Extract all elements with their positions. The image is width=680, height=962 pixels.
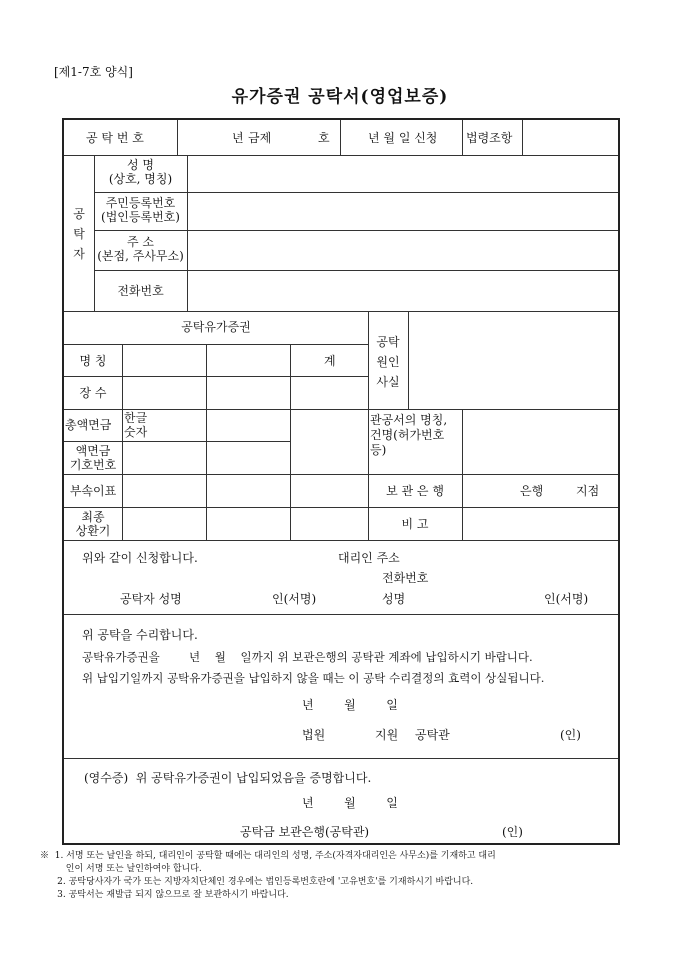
number-label: 숫자 — [124, 425, 148, 439]
acceptance-line-3: 위 납입기일까지 공탁유가증권을 납입하지 않을 때는 이 공탁 수리결정의 효력이 상실됩니다. — [82, 671, 545, 685]
application-statement: 위와 같이 신청합니다. — [82, 551, 198, 565]
receipt-bank-label: 공탁금 보관은행(공탁관) — [240, 825, 370, 839]
phone-input[interactable] — [189, 272, 616, 310]
col-divider — [206, 344, 207, 540]
address-label: 주 소 (본점, 주사무소) — [97, 235, 184, 263]
year-label: 년 — [232, 131, 244, 145]
coupon-label: 부속이표 — [69, 484, 117, 498]
acceptance-date: 년 월 일 — [302, 698, 398, 712]
id-input[interactable] — [189, 194, 616, 229]
page-title: 유가증권 공탁서(영업보증) — [231, 87, 449, 107]
depositor-seal: 인(서명) — [272, 592, 317, 606]
row-divider — [64, 344, 368, 345]
branch-label: 지원 — [375, 728, 399, 742]
receipt-statement: (영수증) 위 공탁유가증권이 납입되었음을 증명합니다. — [84, 771, 372, 785]
row-divider — [94, 192, 618, 193]
note-line: 2. 공탁당사자가 국가 또는 지방자치단체인 경우에는 법인등록번호란에 '고유번호'를 기재하시기 바랍니다. — [40, 877, 474, 887]
col-divider — [187, 155, 188, 311]
depositor-section-label: 공 탁 자 — [73, 207, 85, 261]
note-line: 3. 공탁서는 재발급 되지 않으므로 잘 보관하시기 바랍니다. — [40, 890, 289, 900]
depositor-name-label: 공탁자 성명 — [120, 592, 182, 606]
form-code: [제1-7호 양식] — [54, 65, 133, 79]
note-line: 인이 서명 또는 날인하여야 합니다. — [40, 864, 202, 874]
row-divider — [64, 614, 618, 615]
note-line: ※ 1. 서명 또는 날인을 하되, 대리인이 공탁할 때에는 대리인의 성명, 주소(자격자대리인은 사무소)를 기재하고 대리 — [40, 851, 496, 861]
hangul-label: 한글 — [124, 411, 148, 425]
row-divider — [64, 540, 618, 541]
form-table — [62, 118, 620, 845]
col-divider — [462, 409, 463, 540]
geumje-label: 금제 — [248, 131, 272, 145]
name-input[interactable] — [189, 157, 616, 191]
remarks-label: 비 고 — [401, 517, 429, 531]
agent-seal: 인(서명) — [544, 592, 589, 606]
officer-label: 공탁관 — [415, 728, 450, 742]
statute-label: 법령조항 — [466, 131, 513, 145]
statute-input[interactable] — [524, 122, 616, 153]
securities-total-label: 계 — [324, 354, 336, 368]
remarks-input[interactable] — [464, 509, 616, 539]
deposit-number-label: 공 탁 번 호 — [86, 131, 144, 145]
row-divider — [94, 270, 618, 271]
row-divider — [64, 441, 290, 442]
row-divider — [64, 155, 618, 156]
securities-header: 공탁유가증권 — [181, 320, 251, 334]
col-divider — [408, 311, 409, 409]
row-divider — [64, 376, 368, 377]
col-divider — [340, 120, 341, 155]
col-divider — [522, 120, 523, 155]
maturity-label: 최종 상환기 — [75, 510, 111, 538]
col-divider — [462, 120, 463, 155]
cause-label: 공탁 원인 사실 — [376, 335, 400, 389]
securities-name-label: 명 칭 — [79, 354, 107, 368]
receipt-date: 년 월 일 — [302, 796, 398, 810]
col-divider — [122, 344, 123, 540]
notes — [40, 850, 630, 902]
row-divider — [64, 474, 618, 475]
row-divider — [64, 758, 618, 759]
row-divider — [64, 409, 618, 410]
row-divider — [64, 507, 618, 508]
ho-label: 호 — [318, 131, 330, 145]
acceptance-line-1: 위 공탁을 수리합니다. — [82, 628, 198, 642]
phone-label: 전화번호 — [117, 284, 164, 298]
agency-input[interactable] — [464, 411, 616, 473]
agent-name-label: 성명 — [382, 592, 406, 606]
agent-address-label: 대리인 주소 — [338, 551, 400, 565]
row-divider — [64, 311, 618, 312]
branch-unit: 지점 — [576, 484, 600, 498]
cause-input[interactable] — [410, 313, 616, 407]
court-label: 법원 — [302, 728, 326, 742]
acceptance-line-2: 공탁유가증권을 년 월 일까지 위 보관은행의 공탁관 계좌에 납입하시기 바랍니다. — [82, 650, 533, 664]
id-label: 주민등록번호 (법인등록번호) — [101, 196, 180, 224]
face-code-label: 액면금 기호번호 — [69, 444, 117, 472]
receipt-seal: (인) — [502, 825, 523, 839]
address-input[interactable] — [189, 232, 616, 269]
securities-count-label: 장 수 — [79, 386, 107, 400]
bank-label: 보 관 은 행 — [386, 484, 444, 498]
face-value-label: 총액면금 — [65, 418, 112, 432]
name-label: 성 명 (상호, 명칭) — [108, 158, 173, 186]
date-label: 년 월 일 신청 — [368, 131, 438, 145]
col-divider — [177, 120, 178, 155]
row-divider — [94, 230, 618, 231]
col-divider — [290, 344, 291, 540]
bank-unit: 은행 — [520, 484, 544, 498]
agency-label: 관공서의 명칭, 건명(허가번호 등) — [370, 413, 448, 457]
agent-phone-label: 전화번호 — [382, 571, 429, 585]
officer-seal: (인) — [560, 728, 581, 742]
